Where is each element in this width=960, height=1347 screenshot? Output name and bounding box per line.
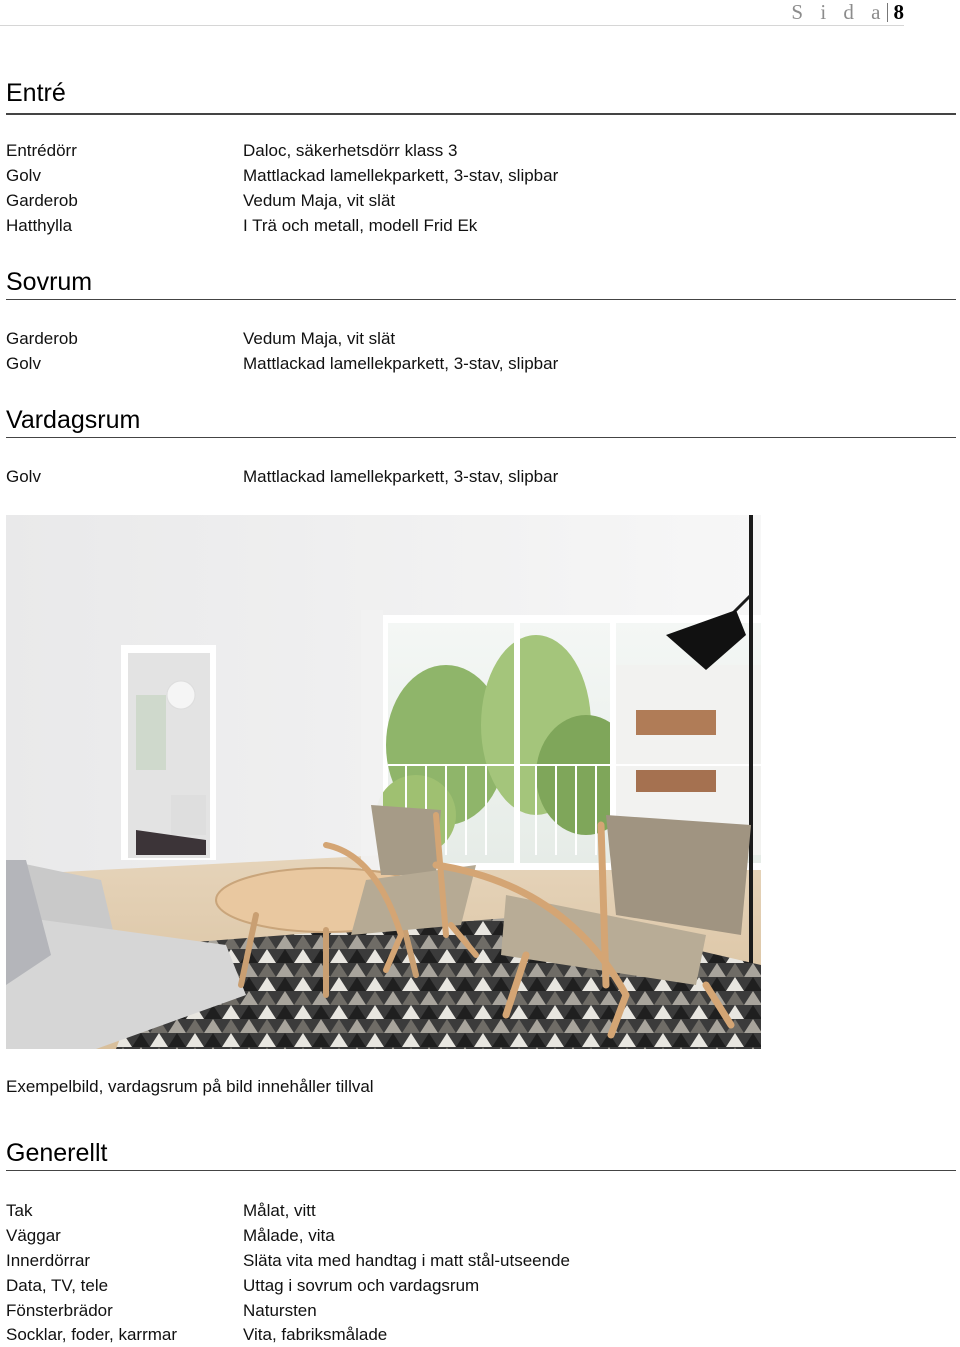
spec-value: I Trä och metall, modell Frid Ek [243, 216, 478, 235]
spec-value: Uttag i sovrum och vardagsrum [243, 1276, 480, 1295]
spec-value: Daloc, säkerhetsdörr klass 3 [243, 141, 458, 160]
header-divider [887, 3, 888, 22]
section-title-generellt: Generellt [6, 1138, 956, 1171]
spec-label: Väggar [6, 1226, 61, 1245]
spec-label: Garderob [6, 191, 78, 210]
spec-label: Golv [6, 354, 41, 373]
spec-label: Garderob [6, 329, 78, 348]
spec-row [6, 1198, 956, 1223]
spec-label: Fönsterbrädor [6, 1301, 113, 1320]
spec-label: Hatthylla [6, 216, 73, 235]
spec-value: Vita, fabriksmålade [243, 1325, 388, 1344]
spec-label: Socklar, foder, karrmar [6, 1325, 178, 1344]
spec-label: Golv [6, 166, 41, 185]
spec-value: Mattlackad lamellekparkett, 3-stav, slipbar [243, 354, 559, 373]
spec-value: Släta vita med handtag i matt stål-utseende [243, 1251, 570, 1270]
spec-row [6, 1248, 956, 1273]
spec-value: Vedum Maja, vit slät [243, 191, 396, 210]
spec-label: Entrédörr [6, 141, 77, 160]
spec-value: Vedum Maja, vit slät [243, 329, 396, 348]
spec-row [6, 163, 956, 188]
section-title-entre: Entré [6, 79, 66, 107]
spec-row [6, 326, 956, 351]
spec-label: Innerdörrar [6, 1251, 91, 1270]
spec-value: Natursten [243, 1301, 317, 1320]
page-number: 8 [893, 0, 904, 24]
spec-value: Målade, vita [243, 1226, 335, 1245]
spec-label: Golv [6, 467, 41, 486]
spec-row [6, 1273, 956, 1298]
section-rule-entre [6, 113, 956, 115]
spec-row [6, 188, 956, 213]
spec-row [6, 1298, 956, 1323]
spec-row [6, 1223, 956, 1248]
spec-row [6, 351, 956, 376]
page-header [0, 0, 904, 26]
spec-value: Mattlackad lamellekparkett, 3-stav, slipbar [243, 166, 559, 185]
living-room-photo [6, 515, 761, 1049]
spec-row [6, 1322, 956, 1347]
spec-row [6, 213, 956, 238]
section-title-vardagsrum: Vardagsrum [6, 405, 956, 438]
spec-label: Tak [6, 1201, 33, 1220]
spec-row [6, 138, 956, 163]
section-title-sovrum: Sovrum [6, 267, 956, 300]
page-label: S i d a [791, 0, 887, 24]
spec-value: Mattlackad lamellekparkett, 3-stav, slipbar [243, 467, 559, 486]
photo-caption: Exempelbild, vardagsrum på bild innehåller tillval [6, 1077, 374, 1096]
spec-row [6, 464, 956, 489]
spec-label: Data, TV, tele [6, 1276, 109, 1295]
spec-value: Målat, vitt [243, 1201, 316, 1220]
